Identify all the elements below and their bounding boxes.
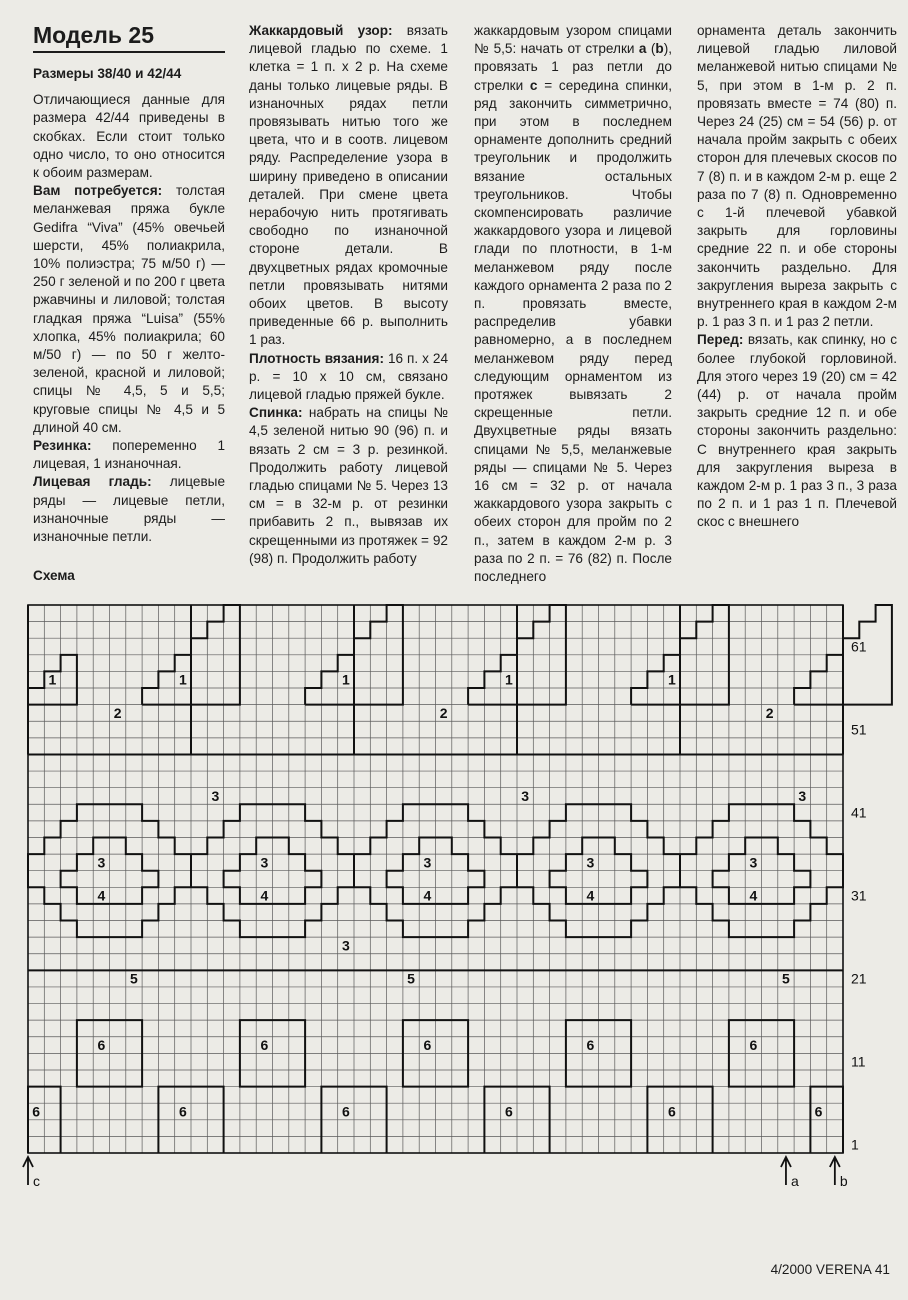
materials-text: толстая меланжевая пряжа букле Gedifra “Viva” (45% овечьей шерсти, 45% полиакрила, 10% полиэстра; 75 м/50 г) — 250 г зеленой и по 200 г цвета ржавчины и лиловой; толстая гладкая пряжа “Luisa” (55% хлопка, 45% полиакрила; 60 м/50 г) — по 50 г желто-зеленой, красной и лиловой; спицы № 4,5, 5 и 5,5; круговые спицы № 4,5 и 5 длиной 40 см.: [33, 183, 225, 435]
zone-label-4: 4: [423, 887, 432, 904]
zone-label-3: 3: [260, 854, 269, 871]
zone-label-2: 2: [765, 704, 774, 721]
zone-label-4: 4: [586, 887, 595, 904]
zone-label-4: 4: [97, 887, 106, 904]
arrow-label-b: b: [839, 1173, 848, 1189]
zone-label-3: 3: [211, 787, 220, 804]
front-text: вязать, как спинку, но с более глубокой горловиной. Для этого через 19 (20) см = 42 (44) р. от начала пройм закрыть средние 12 п. и обе стороны закончить раздельно: С внутреннего края закрыть для закругления выреза в каждом 2-м р. 1 раз 3 п., 3 раза по 2 п. и 1 раз 1 п. Плечевой скос с внешнего: [697, 332, 898, 530]
zone-label-5: 5: [782, 970, 790, 987]
arrow-label-a: a: [790, 1173, 799, 1189]
zone-label-6: 6: [749, 1037, 758, 1054]
back-text: набрать на спицы № 4,5 зеленой нитью 90 (96) п. и вязать 2 см = 3 р. резинкой. Продолжить работу лицевой гладью спицами № 5. Через 13 см = в 32-м р. от резинки прибавить 2 п., вывязав их скрещенными из протяжек = 92 (98) п. Продолжить работу: [249, 405, 448, 566]
zone-label-2: 2: [439, 704, 448, 721]
materials-label: Вам потребуется:: [33, 183, 163, 199]
density-label: Плотность вязания:: [249, 350, 384, 366]
arrow-c: [23, 1157, 33, 1185]
zone-label-3: 3: [341, 937, 350, 954]
row-label-51: 51: [851, 721, 867, 738]
zone-label-2: 2: [113, 704, 122, 721]
intro-text: Отличающиеся данные для размера 42/44 приведены в скобках. Если стоит только одно число, то оно относится к обоим размерам.: [33, 92, 225, 181]
zone-label-1: 1: [504, 671, 513, 688]
zone-label-3: 3: [586, 854, 595, 871]
zone-label-3: 3: [749, 854, 758, 871]
row-label-21: 21: [851, 970, 867, 987]
zone-label-6: 6: [504, 1103, 513, 1120]
finish-paragraph: орнамента деталь закончить лицевой гладью лиловой меланжевой нитью спицами № 5, при этом в 1-м р. 2 п. провязать вместе = 74 (80) п. Через 24 (25) см = 54 (56) р. от начала пройм закрыть с обеих сторон для плечевых скосов по 7 (8) п. и в каждом 2-м р. еще 2 раза по 7 (8) п. Одновременно с 1-й плечевой убавкой закрыть для горловины средние 22 п. и обе стороны закончить раздельно. Для закругления выреза закрыть с внутреннего края в каждом 2-м р. 1 раз 3 п. и 1 раз 2 петли.: [697, 23, 897, 330]
rib-text: попеременно 1 лицевая, 1 изнаночная.: [33, 438, 226, 472]
row-label-11: 11: [851, 1053, 866, 1070]
row-label-1: 1: [851, 1136, 859, 1153]
footer-issue: 4/2000 VERENA: [770, 1262, 872, 1277]
zone-label-6: 6: [32, 1103, 41, 1120]
zone-label-6: 6: [423, 1037, 432, 1054]
sizes-heading: Размеры 38/40 и 42/44: [33, 66, 182, 81]
zone-label-1: 1: [667, 671, 676, 688]
zone-label-3: 3: [97, 854, 106, 871]
arrow-b-ref: b: [655, 41, 664, 57]
back-label: Спинка:: [249, 405, 303, 421]
zone-label-6: 6: [586, 1037, 595, 1054]
zone-label-6: 6: [260, 1037, 269, 1054]
arrow-c-ref: c: [529, 77, 538, 93]
row-label-31: 31: [851, 887, 867, 904]
footer: [771, 1262, 890, 1277]
zone-label-5: 5: [130, 970, 138, 987]
stockinette-label: Лицевая гладь:: [33, 474, 152, 490]
density-text: 16 п. х 24 р. = 10 х 10 см, связано лицевой гладью пряжей букле.: [249, 350, 449, 403]
zone-label-6: 6: [814, 1103, 823, 1120]
arrow-a: [781, 1157, 791, 1185]
zone-label-6: 6: [667, 1103, 676, 1120]
text-d: = середина спинки, ряд закончить симметрично, при этом в последнем орнаменте дополнить средний треугольник и продолжить вязание остальных треугольников. Чтобы скомпенсировать различие жаккардового узора и лицевой глади по плотности, в 1-м меланжевом ряду после каждого орнамента 2 раза по 2 п. провязать вместе, распределив убавки равномерно, а в последнем меланжевом ряду перед следующим орнаментом из протяжек вывязать 2 скрещенные петли. Двухцветные ряды вязать спицами № 5,5, меланжевые ряды — спицами № 5. Через 16 см = 32 р. от начала жаккардового узора закрыть с обеих сторон для пройм по 2 п., затем в каждом 2-м р. 3 раза по 2 п. = 76 (82) п. После последнего: [474, 77, 673, 585]
zone-label-1: 1: [341, 671, 350, 688]
text-c: ), провязать 1 раз петли до стрелки: [474, 41, 672, 93]
arrow-label-c: c: [33, 1173, 40, 1189]
zone-label-6: 6: [97, 1037, 106, 1054]
jacquard-label: Жаккардовый узор:: [249, 23, 393, 38]
text-a: жаккардовым узором спицами № 5,5: начать от стрелки: [474, 23, 672, 57]
zone-label-6: 6: [341, 1103, 350, 1120]
zone-label-3: 3: [798, 787, 807, 804]
zone-label-6: 6: [178, 1103, 187, 1120]
jacquard-text: вязать лицевой гладью по схеме. 1 клетка = 1 п. х 2 р. На схеме даны только лицевые ряды. В изнаночных рядах петли провязывать нитью того же цвета, что и в соотв. лицевом ряду. Распределение узора в ширину приведено в описании деталей. При смене цвета нерабочую нить протягивать свободно по изнаночной стороне детали. В двухцветных рядах кромочные петли провязывать нитями обоих цветов. В высоту приведенные 66 р. выполнить 1 раз.: [249, 23, 448, 348]
zone-label-4: 4: [260, 887, 269, 904]
zone-label-1: 1: [178, 671, 187, 688]
schema-label: Схема: [33, 568, 75, 583]
text-b: (: [650, 41, 656, 57]
front-label: Перед:: [697, 332, 744, 348]
model-title: Модель 25: [33, 22, 225, 53]
zone-label-5: 5: [407, 970, 415, 987]
zone-label-4: 4: [749, 887, 758, 904]
chart-motif-outlines: [28, 605, 892, 1153]
row-label-61: 61: [851, 638, 867, 655]
row-label-41: 41: [851, 804, 867, 821]
zone-label-3: 3: [423, 854, 432, 871]
arrow-b: [830, 1157, 840, 1185]
rib-label: Резинка:: [33, 438, 92, 454]
zone-label-1: 1: [48, 671, 57, 688]
arrow-a-ref: a: [638, 41, 647, 57]
zone-label-3: 3: [521, 787, 530, 804]
page-number: 41: [874, 1262, 890, 1277]
stockinette-text: лицевые ряды — лицевые петли, изнаночные ряды — изнаночные петли.: [33, 474, 226, 545]
